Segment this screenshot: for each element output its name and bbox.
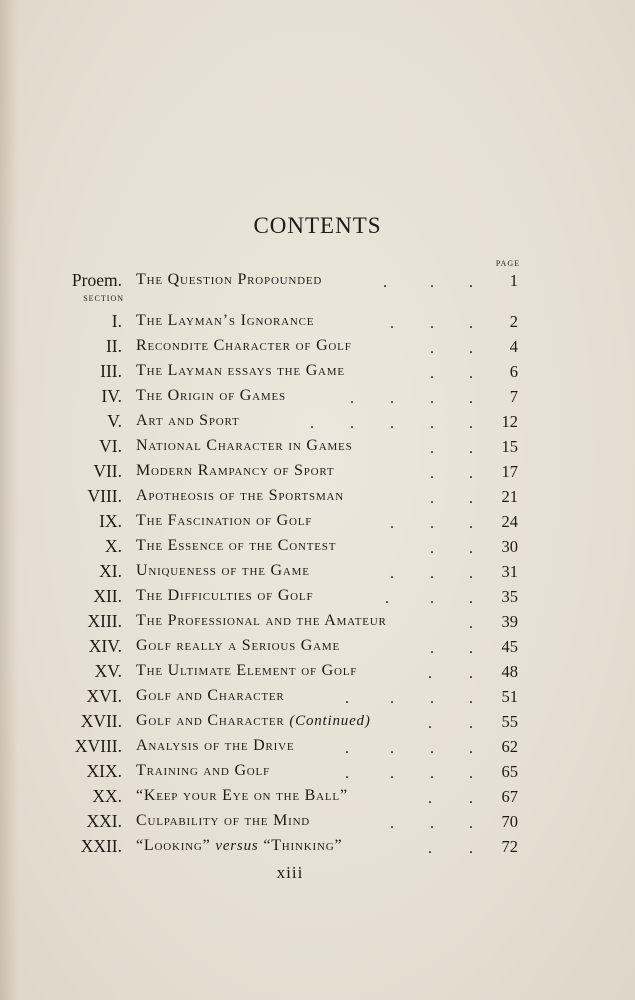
leader-dot: . [430, 415, 434, 432]
leader-dot: . [469, 515, 473, 532]
leader-dot: . [469, 465, 473, 482]
section-number: XI. [99, 561, 122, 581]
leader-dot: . [390, 515, 394, 532]
toc-entry [0, 536, 635, 560]
dot-leader [0, 411, 635, 435]
section-title-text: Analysis of the Drive [136, 737, 295, 754]
page-number: 72 [501, 837, 518, 856]
dot-leader [0, 311, 635, 335]
toc-entry [0, 561, 635, 585]
dot-leader [0, 786, 635, 810]
leader-dot: . [469, 274, 473, 291]
leader-dot: . [469, 590, 473, 607]
leader-dot: . [469, 790, 473, 807]
dot-leader [0, 586, 635, 610]
page-number: 67 [501, 787, 518, 806]
leader-dot: . [428, 665, 432, 682]
toc-entry [0, 686, 635, 710]
section-title-text-after: “Thinking” [263, 837, 343, 854]
section-title-text: The Layman essays the Game [136, 362, 345, 379]
page-folio: xiii [276, 863, 304, 882]
leader-dot: . [469, 840, 473, 857]
leader-dot: . [428, 840, 432, 857]
leader-dot: . [430, 440, 434, 457]
page-number: 2 [509, 312, 518, 331]
section-title-text: The Question Propounded [136, 271, 323, 288]
leader-dot: . [469, 715, 473, 732]
section-title-text: Golf and Character [136, 687, 285, 704]
section-column-label: SECTION [83, 294, 124, 303]
leader-dot: . [469, 540, 473, 557]
page-number: 7 [509, 387, 518, 406]
leader-dot: . [430, 740, 434, 757]
section-number: V. [107, 411, 122, 431]
leader-dot: . [430, 690, 434, 707]
toc-entry [0, 711, 635, 735]
leader-dot: . [469, 640, 473, 657]
section-number: Proem. [71, 270, 122, 290]
toc-entry [0, 270, 635, 294]
section-title-text: Golf and Character [136, 712, 285, 729]
page-number: 4 [509, 337, 518, 356]
section-title-text: Modern Rampancy of Sport [136, 462, 335, 479]
dot-leader [0, 436, 635, 460]
leader-dot: . [469, 315, 473, 332]
toc-entry [0, 436, 635, 460]
leader-dot: . [430, 340, 434, 357]
page-number: 17 [501, 462, 518, 481]
toc-entry [0, 461, 635, 485]
toc-entry [0, 486, 635, 510]
leader-dot: . [383, 274, 387, 291]
leader-dot: . [310, 415, 314, 432]
leader-dot: . [469, 565, 473, 582]
toc-entry [0, 361, 635, 385]
section-title-text: The Layman’s Ignorance [136, 312, 315, 329]
section-title-text: Recondite Character of Golf [136, 337, 352, 354]
section-number: VI. [99, 436, 122, 456]
section-title-text: Culpability of the Mind [136, 812, 311, 829]
section-number: XXI. [86, 811, 122, 831]
leader-dot: . [469, 615, 473, 632]
section-number: XXII. [80, 836, 122, 856]
leader-dot: . [430, 815, 434, 832]
section-number: XVI. [86, 686, 122, 706]
section-number: XIII. [87, 611, 122, 631]
dot-leader [0, 336, 635, 360]
toc-entry [0, 786, 635, 810]
page-number: 31 [501, 562, 518, 581]
dot-leader [0, 736, 635, 760]
page-column-label: PAGE [495, 259, 520, 268]
leader-dot: . [390, 415, 394, 432]
dot-leader [0, 361, 635, 385]
section-number: XV. [94, 661, 122, 681]
leader-dot: . [350, 390, 354, 407]
section-title-text: Apotheosis of the Sportsman [136, 487, 345, 504]
page-number: 62 [501, 737, 518, 756]
section-number: II. [105, 336, 122, 356]
leader-dot: . [430, 540, 434, 557]
dot-leader [0, 511, 635, 535]
leader-dot: . [390, 765, 394, 782]
leader-dot: . [390, 315, 394, 332]
leader-dot: . [428, 790, 432, 807]
page-number: 70 [501, 812, 518, 831]
page-number: 12 [501, 412, 518, 431]
leader-dot: . [390, 565, 394, 582]
page-title: CONTENTS [253, 213, 382, 238]
dot-leader [0, 561, 635, 585]
section-number: IX. [99, 511, 122, 531]
dot-leader [0, 711, 635, 735]
leader-dot: . [385, 590, 389, 607]
section-title-text: “Looking” [136, 837, 211, 854]
leader-dot: . [469, 765, 473, 782]
toc-entry [0, 336, 635, 360]
page-number: 48 [501, 662, 518, 681]
dot-leader [0, 611, 635, 635]
section-title-text: The Fascination of Golf [136, 512, 313, 529]
section-title-text: The Difficulties of Golf [136, 587, 314, 604]
page-number: 15 [501, 437, 518, 456]
leader-dot: . [350, 415, 354, 432]
section-number: X. [104, 536, 122, 556]
page-number: 35 [501, 587, 518, 606]
dot-leader [0, 761, 635, 785]
leader-dot: . [390, 390, 394, 407]
leader-dot: . [345, 740, 349, 757]
page-number: 51 [501, 687, 518, 706]
leader-dot: . [345, 690, 349, 707]
section-number: VIII. [87, 486, 122, 506]
section-title-text: Golf really a Serious Game [136, 637, 340, 654]
toc-entry [0, 411, 635, 435]
leader-dot: . [390, 690, 394, 707]
leader-dot: . [469, 740, 473, 757]
section-title-text: The Origin of Games [136, 387, 286, 404]
leader-dot: . [469, 665, 473, 682]
section-number: XVII. [80, 711, 122, 731]
toc-entry [0, 611, 635, 635]
toc-entry [0, 811, 635, 835]
toc-entry [0, 636, 635, 660]
section-number: XX. [92, 786, 122, 806]
section-title-text: “Keep your Eye on the Ball” [136, 787, 348, 804]
toc-entry [0, 511, 635, 535]
dot-leader [0, 686, 635, 710]
leader-dot: . [430, 490, 434, 507]
leader-dot: . [390, 740, 394, 757]
section-number: VII. [93, 461, 122, 481]
toc-entry [0, 311, 635, 335]
leader-dot: . [430, 565, 434, 582]
leader-dot: . [469, 815, 473, 832]
dot-leader [0, 270, 635, 294]
page-number: 55 [501, 712, 518, 731]
leader-dot: . [430, 765, 434, 782]
toc-entry [0, 586, 635, 610]
leader-dot: . [469, 440, 473, 457]
leader-dot: . [430, 315, 434, 332]
page-number: 1 [509, 271, 518, 290]
leader-dot: . [469, 390, 473, 407]
page-number: 45 [501, 637, 518, 656]
section-title-text: National Character in Games [136, 437, 353, 454]
dot-leader [0, 661, 635, 685]
section-number: XIV. [88, 636, 122, 656]
leader-dot: . [469, 415, 473, 432]
dot-leader [0, 536, 635, 560]
section-title-text: Art and Sport [136, 412, 240, 429]
page-number: 65 [501, 762, 518, 781]
section-title-text: Training and Golf [136, 762, 270, 779]
leader-dot: . [430, 515, 434, 532]
page-number: 30 [501, 537, 518, 556]
page-number: 39 [501, 612, 518, 631]
leader-dot: . [430, 465, 434, 482]
leader-dot: . [430, 590, 434, 607]
leader-dot: . [430, 365, 434, 382]
dot-leader [0, 461, 635, 485]
dot-leader [0, 386, 635, 410]
toc-entry [0, 761, 635, 785]
leader-dot: . [430, 274, 434, 291]
leader-dot: . [469, 490, 473, 507]
leader-dot: . [469, 365, 473, 382]
section-number: I. [111, 311, 122, 331]
dot-leader [0, 486, 635, 510]
dot-leader [0, 636, 635, 660]
dot-leader [0, 811, 635, 835]
leader-dot: . [428, 715, 432, 732]
section-number: IV. [101, 386, 122, 406]
section-title-text: Uniqueness of the Game [136, 562, 310, 579]
page-number: 6 [509, 362, 518, 381]
section-title-text: The Ultimate Element of Golf [136, 662, 358, 679]
section-number: XIX. [86, 761, 122, 781]
toc-entry [0, 736, 635, 760]
section-number: XVIII. [74, 736, 122, 756]
leader-dot: . [390, 815, 394, 832]
leader-dot: . [345, 765, 349, 782]
section-number: III. [100, 361, 122, 381]
section-title-italic: versus [215, 838, 259, 854]
leader-dot: . [469, 690, 473, 707]
leader-dot: . [430, 390, 434, 407]
page-number: 21 [501, 487, 518, 506]
leader-dot: . [469, 340, 473, 357]
toc-entry [0, 661, 635, 685]
toc-entry [0, 386, 635, 410]
section-title-text: The Essence of the Contest [136, 537, 337, 554]
section-title-text: The Professional and the Amateur [136, 612, 387, 629]
page-number: 24 [501, 512, 518, 531]
section-number: XII. [93, 586, 122, 606]
toc-entry [0, 836, 635, 860]
section-title-italic: (Continued) [289, 713, 371, 729]
leader-dot: . [430, 640, 434, 657]
dot-leader [0, 836, 635, 860]
